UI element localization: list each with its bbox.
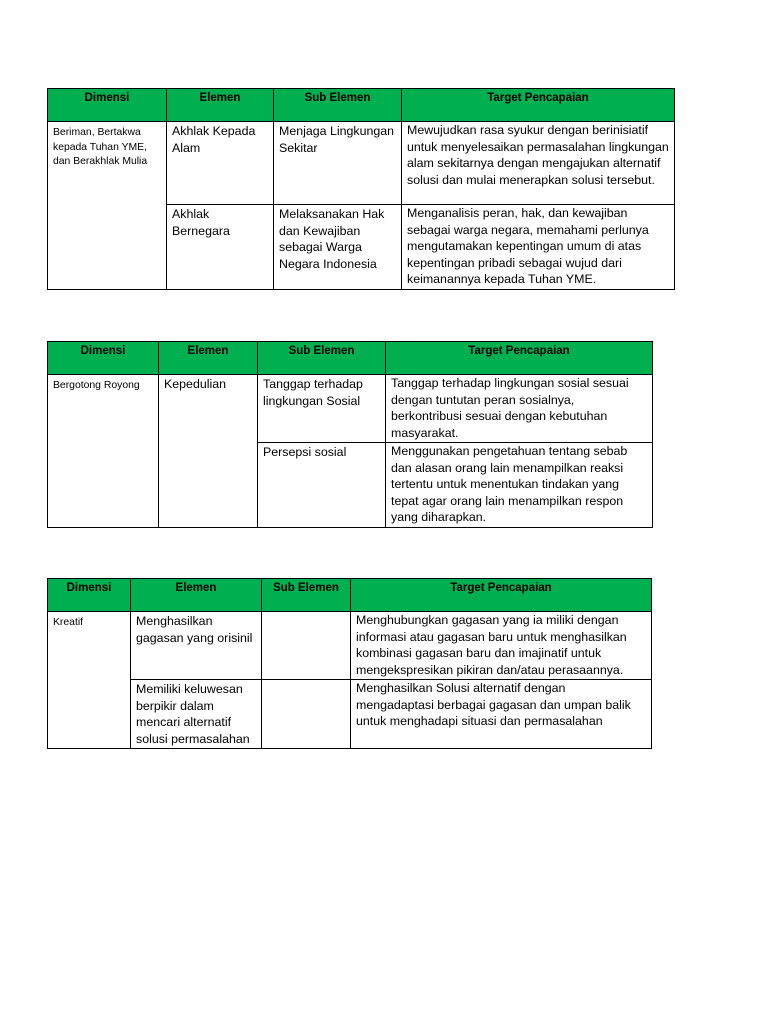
table-header-row xyxy=(48,342,653,375)
table-kreatif xyxy=(47,578,652,749)
cell-elemen: Memiliki keluwesan berpikir dalam mencari alternatif solusi permasalahan xyxy=(131,680,262,749)
header-sub-elemen: Sub Elemen xyxy=(262,579,351,612)
cell-sub-elemen xyxy=(262,612,351,680)
header-dimensi: Dimensi xyxy=(48,579,131,612)
cell-dimensi: Bergotong Royong xyxy=(48,375,159,528)
header-target-pencapaian: Target Pencapaian xyxy=(402,89,675,122)
table-bergotong-royong xyxy=(47,341,653,528)
cell-elemen: Akhlak Kepada Alam xyxy=(167,122,274,205)
cell-target-pencapaian: Tanggap terhadap lingkungan sosial sesuai dengan tuntutan peran sosialnya, berkontribusi sesuai dengan kebutuhan masyarakat. xyxy=(386,375,653,443)
table-header-row xyxy=(48,579,652,612)
cell-target-pencapaian: Menghubungkan gagasan yang ia miliki dengan informasi atau gagasan baru untuk menghasilkan kombinasi gagasan baru dan imajinatif untuk mengekspresikan pikiran dan/atau perasaannya. xyxy=(351,612,652,680)
cell-sub-elemen: Menjaga Lingkungan Sekitar xyxy=(274,122,402,205)
table-row xyxy=(48,375,653,443)
header-sub-elemen: Sub Elemen xyxy=(274,89,402,122)
header-elemen: Elemen xyxy=(159,342,258,375)
header-dimensi: Dimensi xyxy=(48,342,159,375)
cell-elemen: Menghasilkan gagasan yang orisinil xyxy=(131,612,262,680)
cell-target-pencapaian: Menghasilkan Solusi alternatif dengan mengadaptasi berbagai gagasan dan umpan balik untuk menghadapi situasi dan permasalahan xyxy=(351,680,652,749)
table-beriman xyxy=(47,88,675,290)
header-elemen: Elemen xyxy=(131,579,262,612)
header-elemen: Elemen xyxy=(167,89,274,122)
cell-dimensi: Beriman, Bertakwa kepada Tuhan YME, dan Berakhlak Mulia xyxy=(48,122,167,290)
header-target-pencapaian: Target Pencapaian xyxy=(351,579,652,612)
header-sub-elemen: Sub Elemen xyxy=(258,342,386,375)
cell-sub-elemen: Tanggap terhadap lingkungan Sosial xyxy=(258,375,386,443)
cell-elemen: Kepedulian xyxy=(159,375,258,528)
header-dimensi: Dimensi xyxy=(48,89,167,122)
cell-target-pencapaian: Menggunakan pengetahuan tentang sebab dan alasan orang lain menampilkan reaksi tertentu untuk menentukan tindakan yang tepat agar orang lain menampilkan respon yang diharapkan. xyxy=(386,443,653,528)
cell-target-pencapaian: Mewujudkan rasa syukur dengan berinisiatif untuk menyelesaikan permasalahan lingkungan alam sekitarnya dengan mengajukan alternatif solusi dan mulai menerapkan solusi tersebut. xyxy=(402,122,675,205)
header-target-pencapaian: Target Pencapaian xyxy=(386,342,653,375)
table-row xyxy=(48,680,652,749)
cell-target-pencapaian: Menganalisis peran, hak, dan kewajiban sebagai warga negara, memahami perlunya mengutamakan kepentingan umum di atas kepentingan pribadi sebagai wujud dari keimanannya kepada Tuhan YME. xyxy=(402,205,675,290)
table-row xyxy=(48,122,675,205)
cell-sub-elemen: Persepsi sosial xyxy=(258,443,386,528)
cell-sub-elemen: Melaksanakan Hak dan Kewajiban sebagai Warga Negara Indonesia xyxy=(274,205,402,290)
cell-sub-elemen xyxy=(262,680,351,749)
table-header-row xyxy=(48,89,675,122)
table-row xyxy=(48,612,652,680)
cell-elemen: Akhlak Bernegara xyxy=(167,205,274,290)
cell-dimensi: Kreatif xyxy=(48,612,131,749)
